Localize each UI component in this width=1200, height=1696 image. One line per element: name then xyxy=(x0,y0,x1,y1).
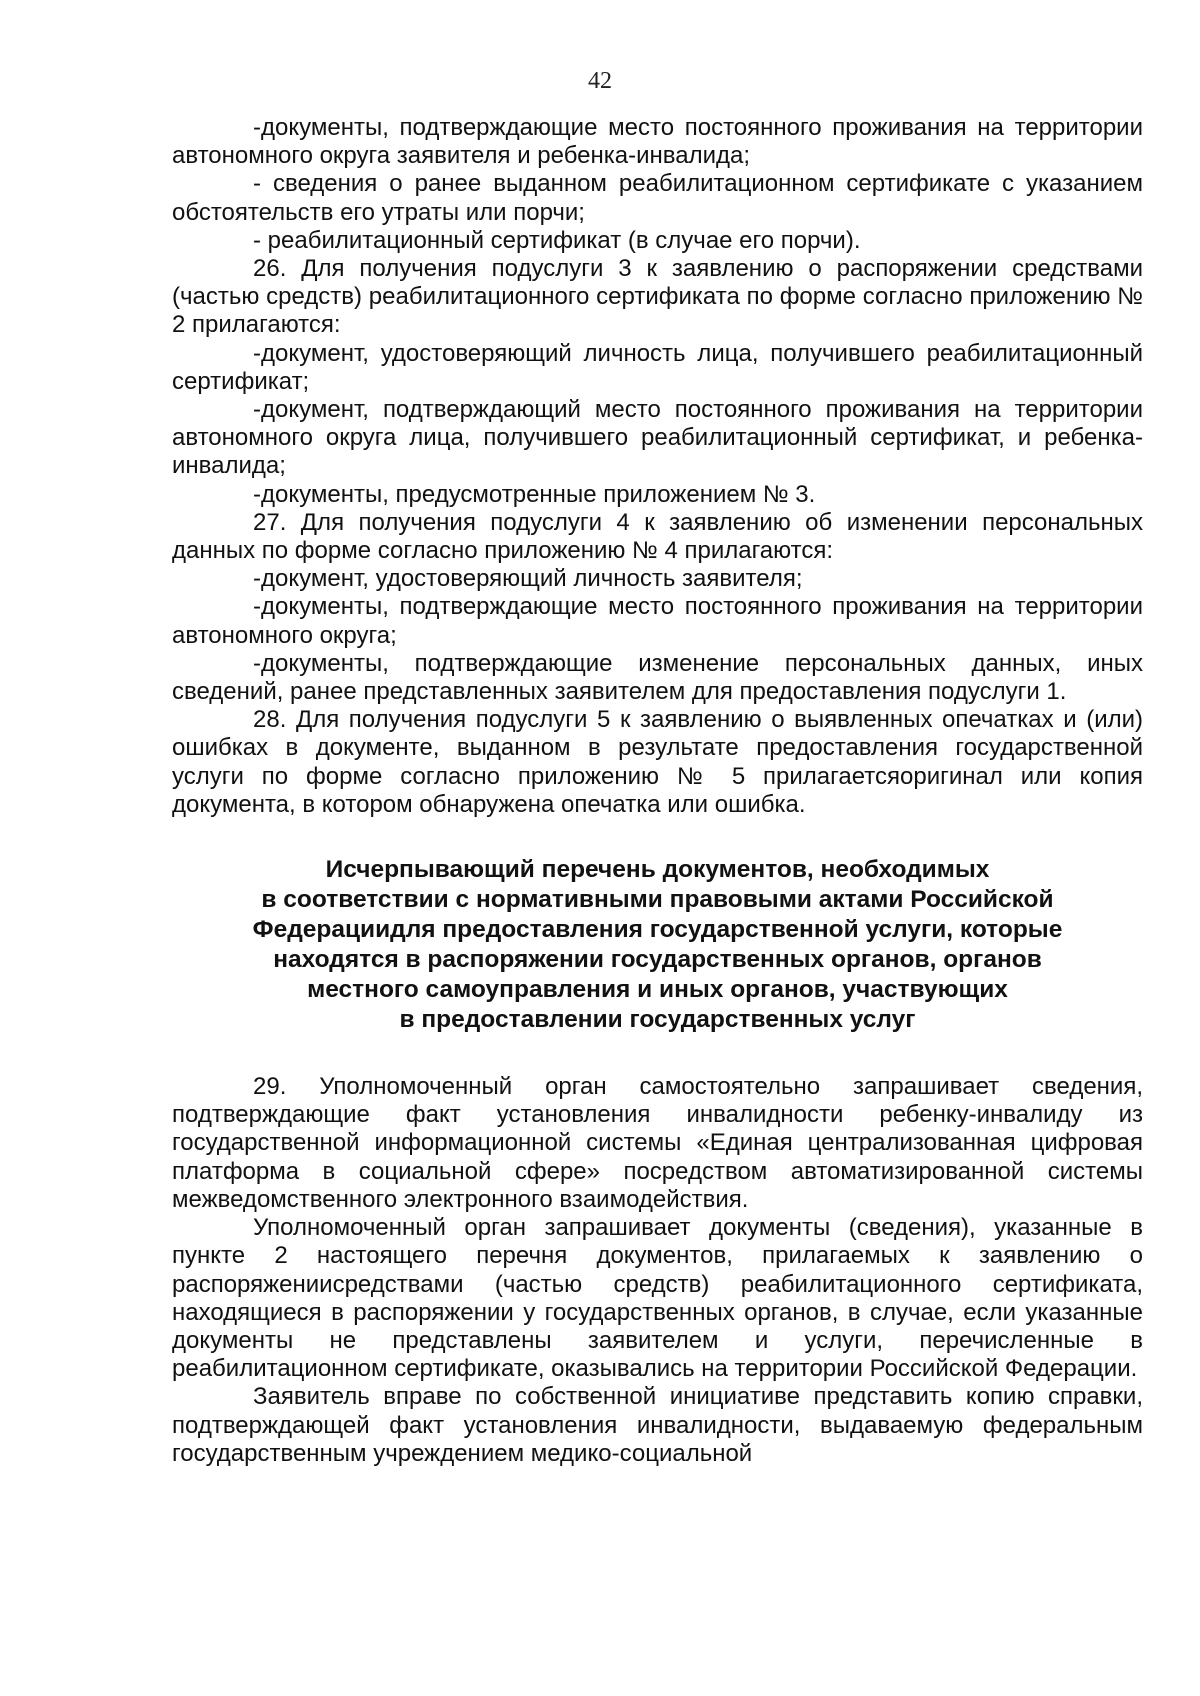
heading-line: Федерациидля предоставления государственной услуги, которые xyxy=(252,916,1063,944)
paragraph-authority-requests: Уполномоченный орган запрашивает документы (сведения), указанные в пункте 2 настоящего перечня документов, прилагаемых к заявлению о распоряжениисредствами (частью средств) реабилитационного сертификата, находящиеся в распоряжении у государственных органов, в случае, если указанные документы не представлены заявителем и услуги, перечисленные в реабилитационном сертификате, оказывались на территории Российской Федерации. xyxy=(172,1214,1143,1383)
paragraph-item-27: 27. Для получения подуслуги 4 к заявлению об изменении персональных данных по форме согласно приложению № 4 прилагаются: xyxy=(172,508,1143,565)
paragraph-item-29: 29. Уполномоченный орган самостоятельно запрашивает сведения, подтверждающие факт установления инвалидности ребенку-инвалиду из государственной информационной системы «Единая централизованная цифровая платформа в социальной сфере» посредством автоматизированной системы межведомственного электронного взаимодействия. xyxy=(172,1073,1143,1213)
paragraph-applicant-initiative: Заявитель вправе по собственной инициативе представить копию справки, подтверждающей факт установления инвалидности, выдаваемую федеральным государственным учреждением медико-социальной xyxy=(172,1383,1143,1467)
heading-line: Исчерпывающий перечень документов, необходимых xyxy=(325,856,990,884)
paragraph-previous-certificate-info: - сведения о ранее выданном реабилитационном сертификате с указанием обстоятельств его утраты или порчи; xyxy=(172,170,1143,226)
document-body xyxy=(172,114,1143,1468)
heading-line: находятся в распоряжении государственных органов, органов xyxy=(273,946,1042,974)
section-heading xyxy=(172,855,1143,1035)
paragraph-identity-doc: -документ, удостоверяющий личность лица, получившего реабилитационный сертификат; xyxy=(172,339,1143,395)
paragraph-residence-doc: -документ, подтверждающий место постоянного проживания на территории автономного округа лица, получившего реабилитационный сертификат, и ребенка-инвалида; xyxy=(172,396,1143,480)
heading-line: в предоставлении государственных услуг xyxy=(399,1006,916,1034)
heading-line: местного самоуправления и иных органов, участвующих xyxy=(307,976,1008,1004)
heading-line: в соответствии с нормативными правовыми актами Российской xyxy=(261,886,1054,914)
paragraph-appendix-3-docs: -документы, предусмотренные приложением № 3. xyxy=(253,480,816,508)
paragraph-residence-docs: -документы, подтверждающие место постоянного проживания на территории автономного округа заявителя и ребенка-инвалида; xyxy=(172,114,1143,170)
paragraph-damaged-certificate: - реабилитационный сертификат (в случае его порчи). xyxy=(253,226,861,254)
page-number: 42 xyxy=(588,68,612,94)
paragraph-personal-data-change: -документы, подтверждающие изменение персональных данных, иных сведений, ранее представленных заявителем для предоставления подуслуги 1. xyxy=(172,649,1143,706)
paragraph-applicant-identity: -документ, удостоверяющий личность заявителя; xyxy=(253,565,803,593)
paragraph-residence-okrug: -документы, подтверждающие место постоянного проживания на территории автономного округа; xyxy=(172,593,1143,649)
paragraph-item-26: 26. Для получения подуслуги 3 к заявлению о распоряжении средствами (частью средств) реабилитационного сертификата по форме согласно приложению № 2 прилагаются: xyxy=(172,255,1143,339)
paragraph-item-28: 28. Для получения подуслуги 5 к заявлению о выявленных опечатках и (или) ошибках в документе, выданном в результате предоставления государственной услуги по форме согласно приложению № 5 прилагаетсяоригинал или копия документа, в котором обнаружена опечатка или ошибка. xyxy=(172,706,1143,818)
